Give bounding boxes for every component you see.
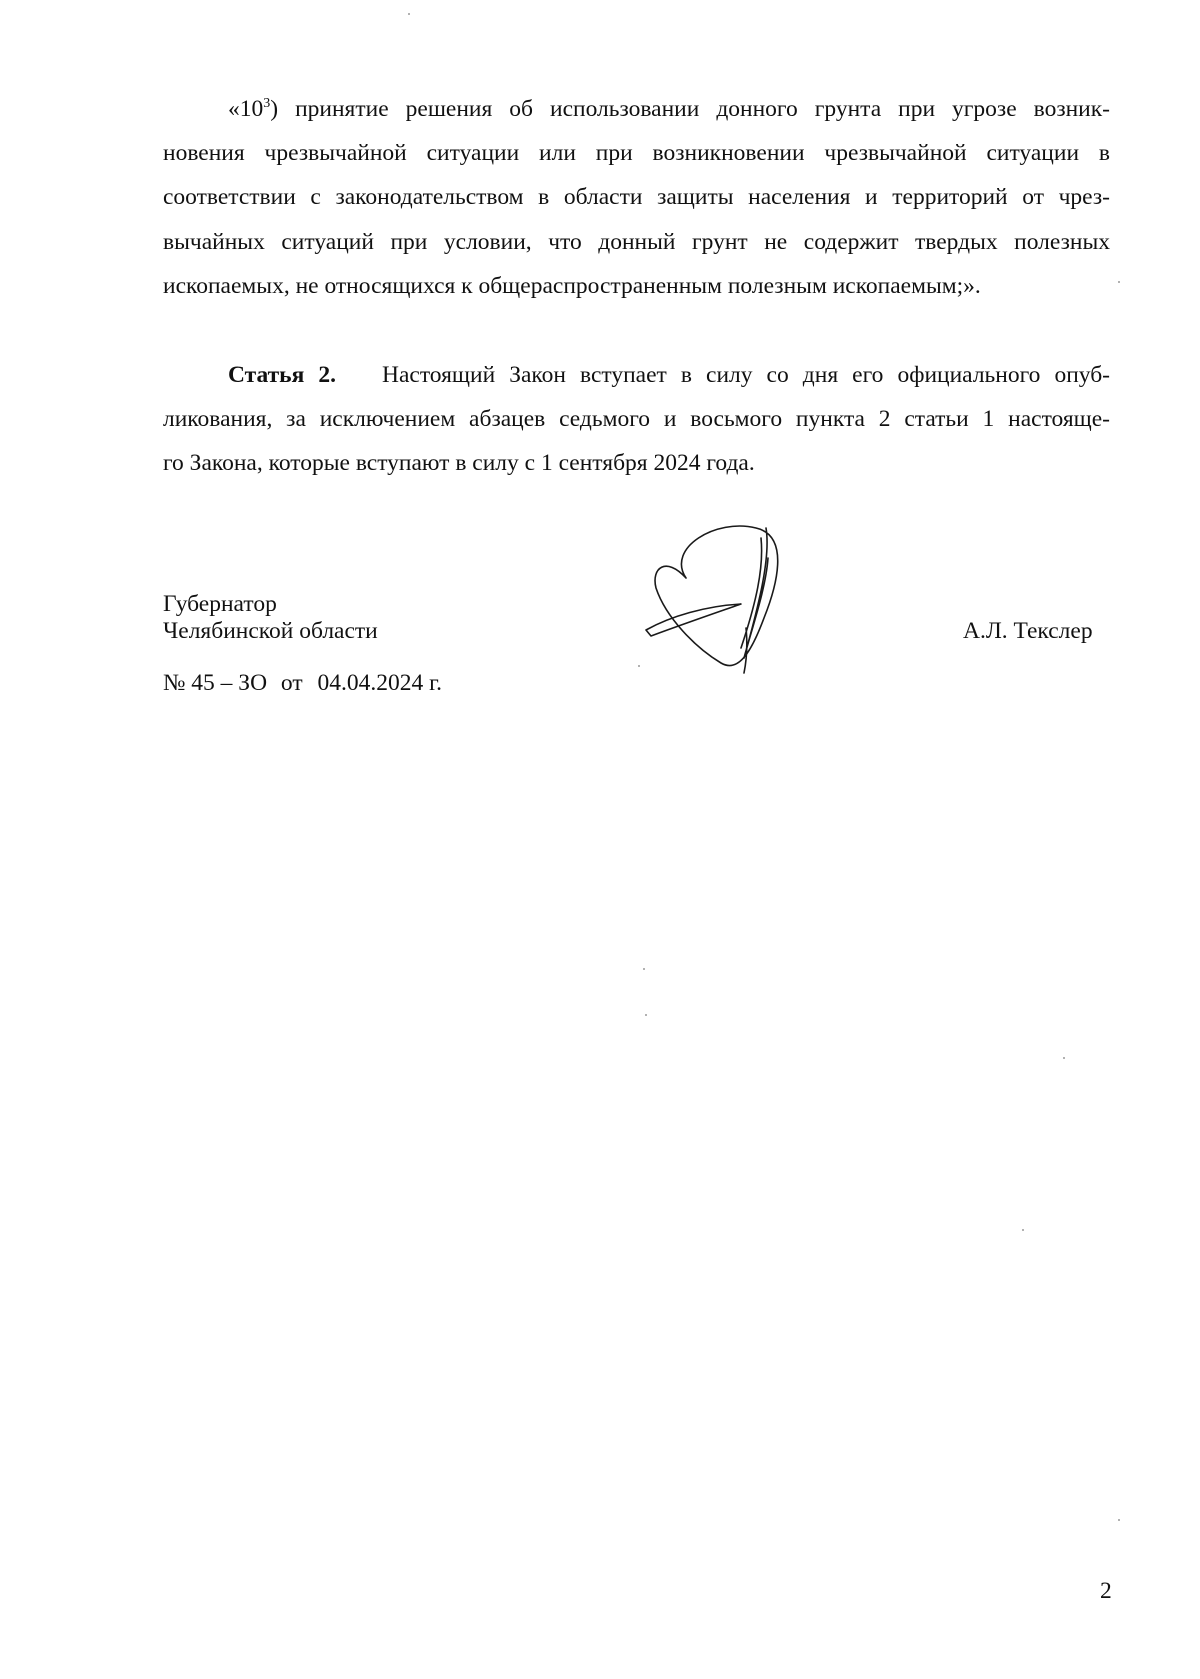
scan-speck (643, 968, 645, 970)
paragraph-line: вычайных ситуаций при условии, что донный грунт не содержит твердых полезных (163, 228, 1110, 255)
paragraph-line: Статья 2. Настоящий Закон вступает в силу со дня его официального опуб- (228, 362, 1110, 388)
position-title: Губернатор (163, 591, 277, 617)
number-sign: № (163, 670, 186, 696)
from-word: от (280, 670, 303, 696)
scan-speck (1063, 1057, 1065, 1059)
scan-speck (638, 665, 640, 667)
paragraph-line: соответствии с законодательством в области защиты населения и территорий от чрез- (163, 184, 1110, 211)
paragraph-line: новения чрезвычайной ситуации или при возникновении чрезвычайной ситуации в (163, 140, 1110, 167)
law-date: 04.04.2024 г. (317, 670, 443, 696)
article-label: Статья 2. (228, 362, 336, 388)
paragraph-line: го Закона, которые вступают в силу с 1 сентября 2024 года. (163, 450, 755, 477)
paragraph-line: ископаемых, не относящихся к общераспространенным полезным ископаемым;». (163, 272, 981, 299)
signer-position (163, 591, 378, 645)
paragraph-item-10-3 (163, 87, 1110, 308)
handwritten-signature (626, 508, 826, 708)
page-number: 2 (1100, 1578, 1112, 1604)
superscript: 3 (263, 96, 271, 111)
scan-speck (408, 13, 410, 15)
position-region: Челябинской области (163, 618, 378, 644)
scan-speck (1118, 281, 1120, 283)
law-number: 45 – ЗО (191, 670, 268, 696)
signer-name: А.Л. Текслер (963, 618, 1093, 644)
scan-speck (1118, 1519, 1120, 1521)
article-2 (163, 353, 1110, 486)
registration-number (163, 670, 442, 697)
paragraph-line: «$10^3$) принятие решения об использовании донного грунта при угрозе возник- (228, 96, 1110, 122)
paragraph-line: ликования, за исключением абзацев седьмого и восьмого пункта 2 статьи 1 настояще- (163, 406, 1110, 433)
scan-speck (645, 1014, 647, 1016)
scan-speck (1022, 1229, 1024, 1231)
